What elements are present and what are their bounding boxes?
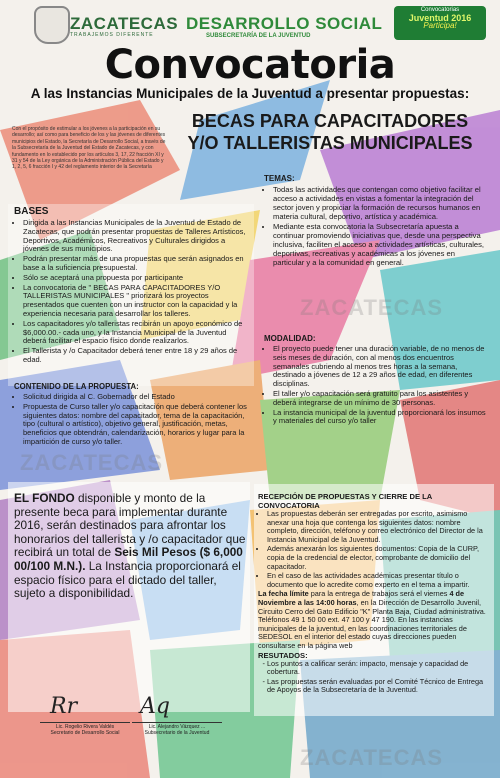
modalidad-heading: MODALIDAD: <box>264 334 316 343</box>
temas-list <box>264 185 486 267</box>
page-subtitle: A las Instancias Municipales de la Juventud a presentar propuestas: <box>30 86 470 101</box>
fecha-lead: La fecha límite <box>258 589 309 599</box>
temas-heading: TEMAS: <box>264 174 295 183</box>
fecha-limite <box>258 590 490 650</box>
watermark: ZACATECAS <box>300 295 444 320</box>
watermark: ZACATECAS <box>20 450 164 475</box>
brand-zacatecas: ZACATECAS <box>70 14 179 33</box>
list-item: • El proyecto puede tener una duración variable, de no menos de seis meses de duración, con al menos dos encuentros semanales cubriendo al menos tres horas a la semana, destinado a jóvenes de 12 a 29 años de edad, en diferentes disciplinas. <box>273 345 486 389</box>
convocatorias-badge <box>394 6 486 40</box>
brand-zacatecas-tagline: TRABAJEMOS DIFERENTE <box>70 32 154 38</box>
signature-line-left <box>40 722 130 723</box>
list-item: • En el caso de las actividades académicas presentar título o documento que lo acredite como experto en el tema a impartir. <box>267 572 490 589</box>
list-item: • Dirigida a las Instancias Municipales de la Juventud de Estado de Zacatecas, que podrán presentar propuestas de Talleres Artísticos, Deportivos, Académicos, Recreativos y Culturales dirigidos a jóvenes de sus municipios. <box>23 219 250 254</box>
bases-list <box>14 219 250 365</box>
modalidad-list <box>264 345 486 426</box>
list-item: - Los puntos a calificar serán: impacto, mensaje y capacidad de cobertura. <box>267 660 490 677</box>
contenido-heading: CONTENIDO DE LA PROPUESTA: <box>14 382 139 391</box>
brand-desarrollo-social: DESARROLLO SOCIAL <box>186 14 383 33</box>
header <box>0 0 500 48</box>
becas-title-line1: BECAS PARA CAPACITADORES <box>191 111 469 131</box>
fondo-lead: EL FONDO <box>14 491 75 505</box>
list-item: • Solicitud dirigida al C. Gobernador del Estado <box>23 393 250 402</box>
list-item: • Las propuestas deberán ser entregadas por escrito, asimismo anexar una hoja que contenga los siguientes datos: nombre completo, dirección, teléfono y correo electrónico del Director de la Instancia Municipal de la Juventud. <box>267 510 490 544</box>
contenido-section <box>14 382 250 448</box>
fecha-date: 4 de Noviembre a las 14:00 horas <box>258 589 465 607</box>
list-item: • El taller y/o capacitación será gratuito para los asistentes y deberá integrarse de un mínimo de 30 personas. <box>273 390 486 408</box>
temas-section <box>264 174 486 268</box>
list-item: • La convocatoria de " BECAS PARA CAPACITADORES Y/O TALLERISTAS MUNICIPALES " priorizará los proyectos presentados que cuenten con un instructor con la capacidad y la experiencia necesaria para desarrollar los talleres. <box>23 284 250 319</box>
recepcion-section <box>258 492 490 696</box>
fecha-text1: para la entrega de trabajos será el viernes <box>308 589 450 599</box>
badge-line1: Convocatorias <box>420 7 460 13</box>
state-seal-icon <box>34 6 70 44</box>
list-item: - Las propuestas serán evaluadas por el Comité Técnico de Entrega de Apoyos de la Subsecretaría de la Juventud. <box>267 678 490 695</box>
resultados-list <box>258 660 490 695</box>
list-item: • Propuesta de Curso taller y/o capacitación que deberá contener los siguientes datos: nombre del capacitador, tema de la capacitación, tipo (cultural o artístico), objetivo general, justificación, metas, beneficios que obtendrán, calendarización, horarios y lugar para la impartición de curso y/o taller. <box>23 403 250 447</box>
badge-line3: Participa! <box>423 21 457 30</box>
fondo-text1: disponible y monto de la presente beca para implementar durante 2016, serán destinados para afrontar los honorarios del tallerista y /o capacitador que recibirá un total de <box>14 491 246 560</box>
fondo-section <box>14 492 246 601</box>
becas-title <box>170 110 490 154</box>
list-item: • Además anexarán los siguientes documentos: Copia de la CURP, copia de la credencial de elector, comprobante de domicilio del capacitador. <box>267 545 490 571</box>
contenido-list <box>14 393 250 447</box>
signature-right-icon: Aq <box>140 694 170 719</box>
list-item: • Todas las actividades que contengan como objetivo facilitar el acceso a actividades en vistas a fomentar la integración del sector joven y propiciar la formación de recursos humanos en materia cultural, deportivo, artística y académica. <box>273 185 486 221</box>
intro-paragraph: Con el propósito de estimular a los jóvenes a la participación en su desarrollo; así como para beneficio de los y las jóvenes de diferentes municipios del Estado, la Secretaría de Desarrollo Social, a través de la Subsecretaría de la Juventud del Estado de Zacatecas, y con fundamento en lo establecido por los artículos 3, 17, 22 fracción XI y 31 y 54 de la Ley orgánica de la Administración Pública del Estado y 1, 2, 5, 6 fracción I y 42 del reglamento interior de la Secretaría <box>12 126 166 171</box>
list-item: • Los capacitadores y/o talleristas recibirán un apoyo económico de $6,000.00.- cada uno, y la Instancia Municipal de la Juventud deberá facilitar el espacio físico donde realizarlos. <box>23 320 250 346</box>
page-title: Convocatoria <box>104 42 396 88</box>
signature-left-caption: Lic. Rogelio Rivera Valdés Secretario de Desarrollo Social <box>50 724 120 736</box>
brand-subsecretaria: SUBSECRETARÍA DE LA JUVENTUD <box>206 33 311 39</box>
signature-right-caption: Lic. Alejandro Vázquez ... Subsecretario de la Juventud <box>144 724 210 736</box>
fecha-text2: , en la Dirección de Desarrollo Juvenil, Circuito Cerro del Gato Edificio "K" Planta Baja, Ciudad administrativa. Teléfonos 49 1 50 00 ext. 47 100 y 47 190. En las instancias municipales de la juventud, en las coordinaciones territoriales de SEDESOL en el interior del estado cuyas direcciones pueden consultarse en la página web <box>258 597 486 650</box>
modalidad-section <box>264 334 486 427</box>
signature-left-icon: Rr <box>50 694 78 719</box>
recepcion-heading: RECEPCIÓN DE PROPUESTAS Y CIERRE DE LA CONVOCATORIA <box>258 492 432 510</box>
list-item: • Podrán presentar más de una propuestas que serán asignados en base a la suficiencia presupuestal. <box>23 255 250 273</box>
list-item: • La instancia municipal de la juventud proporcionará los insumos y materiales del curso y/o taller <box>273 409 486 427</box>
list-item: • Mediante esta convocatoria la Subsecretaría apuesta a continuar promoviendo iniciativas que, desde una perspectiva inclusiva, faciliten el acceso a actividades artísticas, culturales, deportivas, recreativas y académicas a los jóvenes en particular y a la comunidad en general. <box>273 222 486 267</box>
resultados-heading: RESUTADOS: <box>258 650 308 660</box>
list-item: • Sólo se aceptará una propuesta por participante <box>23 274 250 283</box>
watermark: ZACATECAS <box>300 745 444 770</box>
bases-section <box>14 206 250 366</box>
recepcion-list <box>258 510 490 589</box>
fondo-text2: La Instancia proporcionará el espacio físico para el dictado del taller, sujeto a disponibilidad. <box>14 558 241 601</box>
badge-line2: Juventud 2016 <box>408 13 472 23</box>
bases-heading: BASES <box>14 206 49 217</box>
fondo-amount: Seis Mil Pesos ($ 6,000 00/100 M.N.). <box>14 545 243 573</box>
becas-title-line2: Y/O TALLERISTAS MUNICIPALES <box>187 133 473 153</box>
signature-line-right <box>132 722 222 723</box>
list-item: • El Tallerista y /o Capacitador deberá tener entre 18 y 29 años de edad. <box>23 347 250 365</box>
